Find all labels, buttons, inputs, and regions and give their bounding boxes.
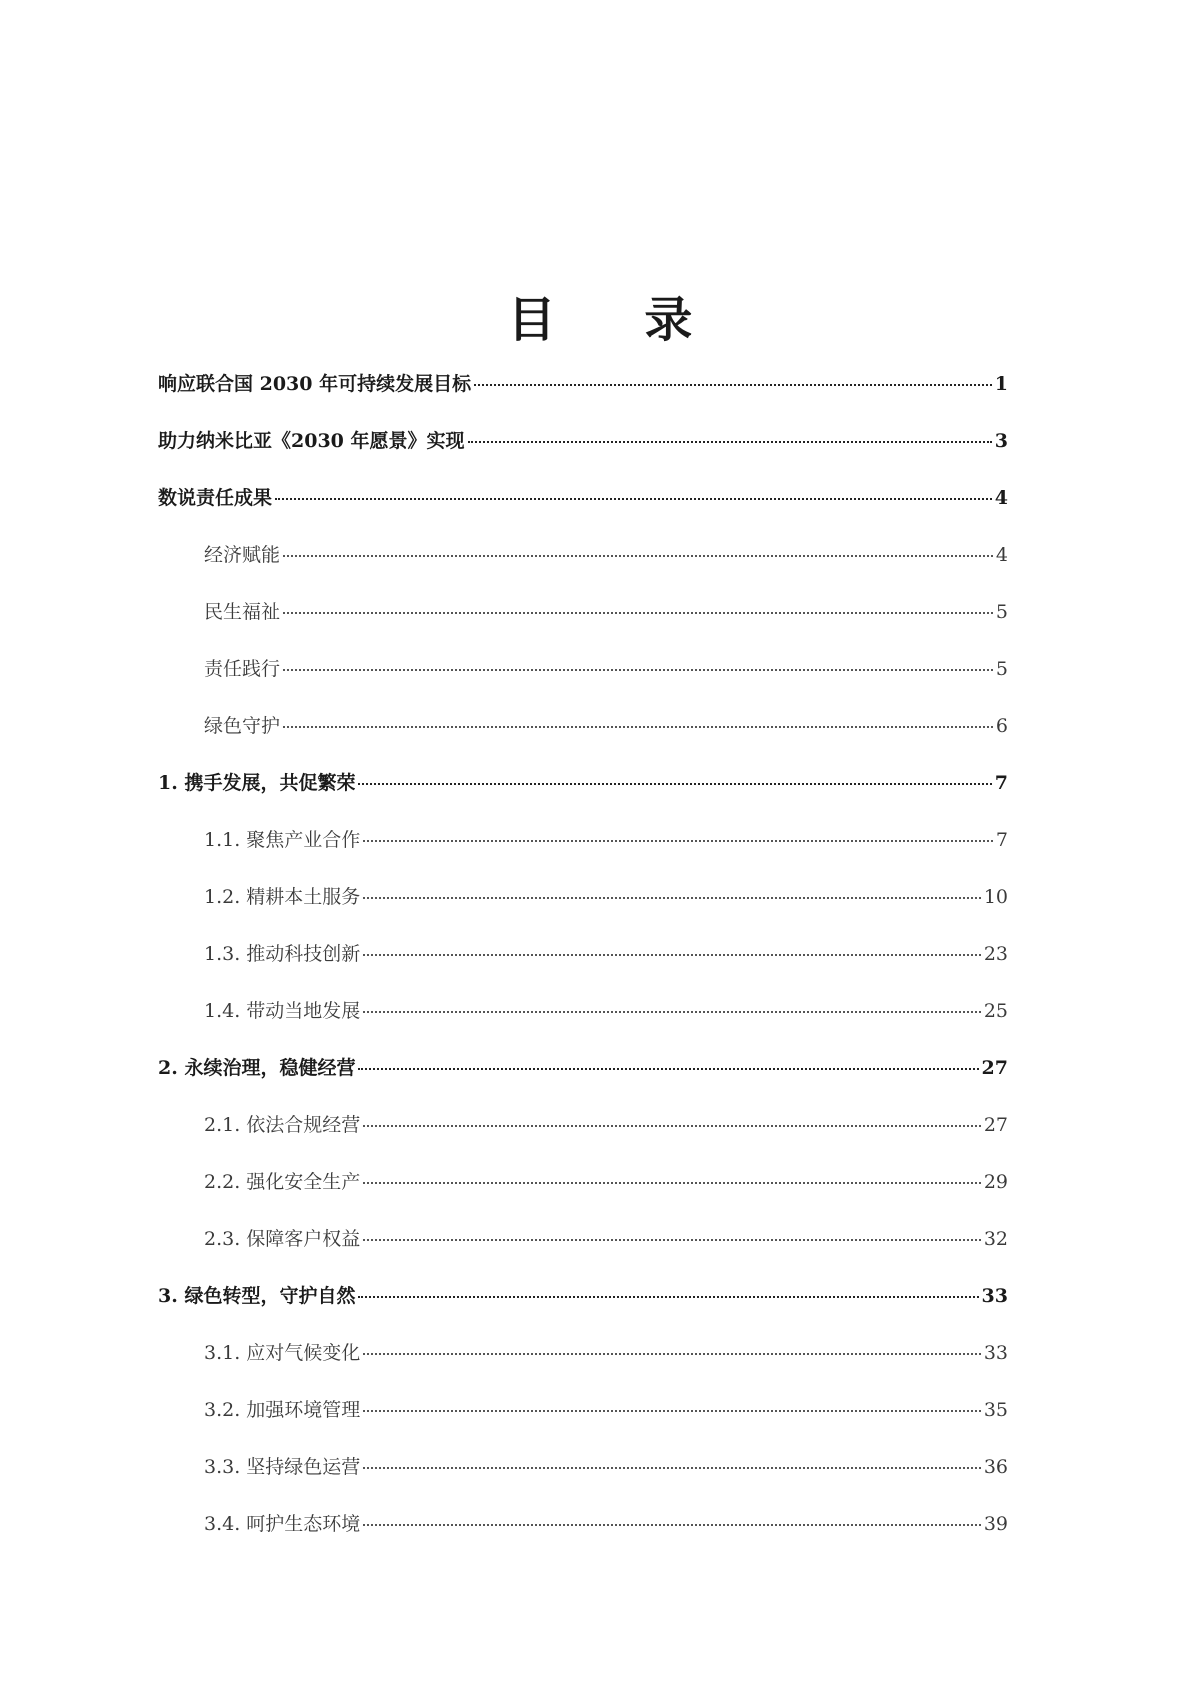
toc-subentry[interactable] xyxy=(158,1341,1008,1398)
toc-entry-page: 27 xyxy=(981,1057,1008,1079)
toc-entry-label: 1. 携手发展，共促繁荣 xyxy=(158,772,356,794)
toc-entry[interactable] xyxy=(158,1284,1008,1341)
toc-subentry[interactable] xyxy=(158,828,1008,885)
toc-entry-page: 4 xyxy=(994,487,1008,509)
toc-subentry[interactable] xyxy=(158,1227,1008,1284)
dot-leader xyxy=(363,1239,981,1241)
toc-entry-page: 36 xyxy=(983,1456,1008,1478)
toc-entry-page: 25 xyxy=(983,1000,1008,1022)
dot-leader xyxy=(474,384,992,386)
toc-subentry[interactable] xyxy=(158,1455,1008,1512)
dot-leader xyxy=(363,1353,981,1355)
dot-leader xyxy=(358,1296,978,1298)
dot-leader xyxy=(363,1410,981,1412)
toc-entry-page: 7 xyxy=(995,829,1008,851)
toc-subentry[interactable] xyxy=(158,1512,1008,1569)
toc-entry-label: 数说责任成果 xyxy=(158,487,273,509)
dot-leader xyxy=(283,669,993,671)
toc-entry[interactable] xyxy=(158,771,1008,828)
toc-subentry[interactable] xyxy=(158,1113,1008,1170)
dot-leader xyxy=(358,1068,978,1070)
toc-entry-page: 4 xyxy=(995,544,1008,566)
toc-entry-page: 6 xyxy=(995,715,1008,737)
toc-entry-page: 1 xyxy=(994,373,1008,395)
toc-subentry[interactable] xyxy=(158,999,1008,1056)
toc-subentry[interactable] xyxy=(158,1170,1008,1227)
toc-entry-label: 绿色守护 xyxy=(204,715,281,737)
dot-leader xyxy=(363,1182,981,1184)
toc-entry-page: 23 xyxy=(983,943,1008,965)
toc-entry-label: 1.1. 聚焦产业合作 xyxy=(204,829,361,851)
toc-entry[interactable] xyxy=(158,429,1008,486)
toc-entry-page: 7 xyxy=(994,772,1008,794)
toc-entry-label: 经济赋能 xyxy=(204,544,281,566)
toc-entry-label: 2. 永续治理，稳健经营 xyxy=(158,1057,356,1079)
dot-leader xyxy=(363,1524,981,1526)
dot-leader xyxy=(283,612,993,614)
toc-entry-page: 29 xyxy=(983,1171,1008,1193)
toc-entry-label: 3.4. 呵护生态环境 xyxy=(204,1513,361,1535)
dot-leader xyxy=(363,954,981,956)
toc-entry-label: 2.3. 保障客户权益 xyxy=(204,1228,361,1250)
toc-entry[interactable] xyxy=(158,1056,1008,1113)
dot-leader xyxy=(358,783,991,785)
toc-entry-label: 民生福祉 xyxy=(204,601,281,623)
toc-entry-label: 1.3. 推动科技创新 xyxy=(204,943,361,965)
toc-entry[interactable] xyxy=(158,372,1008,429)
dot-leader xyxy=(363,1011,981,1013)
toc-subentry[interactable] xyxy=(158,885,1008,942)
toc-entry-label: 1.2. 精耕本土服务 xyxy=(204,886,361,908)
toc-subentry[interactable] xyxy=(158,714,1008,771)
toc-entry-page: 33 xyxy=(981,1285,1008,1307)
toc-entry-label: 3.3. 坚持绿色运营 xyxy=(204,1456,361,1478)
toc-entry-page: 35 xyxy=(983,1399,1008,1421)
toc-entry-label: 助力纳米比亚《2030 年愿景》实现 xyxy=(158,430,465,452)
toc-subentry[interactable] xyxy=(158,657,1008,714)
toc-entry-page: 3 xyxy=(994,430,1008,452)
toc-entry-label: 3.1. 应对气候变化 xyxy=(204,1342,361,1364)
toc-entry-page: 5 xyxy=(995,601,1008,623)
dot-leader xyxy=(283,555,993,557)
toc-entry-label: 1.4. 带动当地发展 xyxy=(204,1000,361,1022)
toc-entry-page: 10 xyxy=(983,886,1008,908)
toc-entry[interactable] xyxy=(158,486,1008,543)
toc-subentry[interactable] xyxy=(158,600,1008,657)
toc-entry-label: 责任践行 xyxy=(204,658,281,680)
dot-leader xyxy=(283,726,993,728)
toc-entry-label: 响应联合国 2030 年可持续发展目标 xyxy=(158,373,472,395)
toc-entry-page: 39 xyxy=(983,1513,1008,1535)
dot-leader xyxy=(363,897,981,899)
dot-leader xyxy=(468,441,992,443)
toc-subentry[interactable] xyxy=(158,543,1008,600)
toc-entry-page: 27 xyxy=(983,1114,1008,1136)
table-of-contents xyxy=(158,372,1008,1569)
toc-entry-page: 5 xyxy=(995,658,1008,680)
toc-subentry[interactable] xyxy=(158,1398,1008,1455)
toc-entry-label: 3. 绿色转型，守护自然 xyxy=(158,1285,356,1307)
toc-entry-page: 32 xyxy=(983,1228,1008,1250)
toc-entry-label: 3.2. 加强环境管理 xyxy=(204,1399,361,1421)
dot-leader xyxy=(363,840,993,842)
page-title: 目 录 xyxy=(507,292,729,349)
dot-leader xyxy=(363,1125,981,1127)
toc-entry-label: 2.2. 强化安全生产 xyxy=(204,1171,361,1193)
toc-entry-label: 2.1. 依法合规经营 xyxy=(204,1114,361,1136)
toc-subentry[interactable] xyxy=(158,942,1008,999)
dot-leader xyxy=(363,1467,981,1469)
toc-entry-page: 33 xyxy=(983,1342,1008,1364)
dot-leader xyxy=(275,498,992,500)
